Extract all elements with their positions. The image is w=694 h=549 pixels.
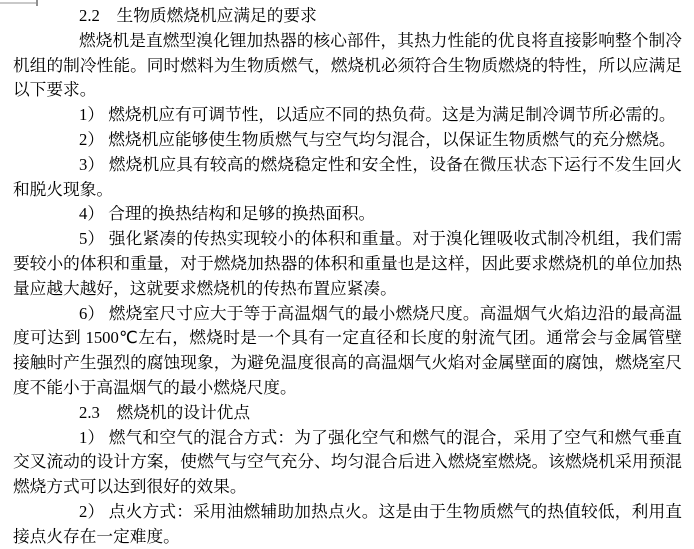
paragraph-intro: 燃烧机是直燃型溴化锂加热器的核心部件，其热力性能的优良将直接影响整个制冷机组的制冷性能。同时燃料为生物质燃气，燃烧机必须符合生物质燃烧的特性，所以应满足以下要求。 [13, 30, 682, 100]
section-heading-2-3: 2.3 燃烧机的设计优点 [79, 402, 251, 422]
list-item-4: 4） 合理的换热结构和足够的换热面积。 [79, 204, 376, 224]
document-body [13, 4, 682, 549]
list-item-1: 1） 燃烧机应有可调节性，以适应不同的热负荷。这是为满足制冷调节所必需的。 [79, 105, 676, 125]
design-point-2: 2） 点火方式：采用油燃辅助加热点火。这是由于生物质燃气的热值较低，利用直接点火存在一定难度。 [13, 501, 682, 546]
section-heading-2-2: 2.2 生物质燃烧机应满足的要求 [79, 6, 317, 25]
list-item-6: 6） 燃烧室尺寸应大于等于高温烟气的最小燃烧尺度。高温烟气火焰边沿的最高温度可达到 1500℃左右，燃烧时是一个具有一定直径和长度的射流气团。通常会与金属管壁接触时产生强烈的腐蚀现象，为避免温度很高的高温烟气火焰对金属壁面的腐蚀，燃烧室尺度不能小于高温烟气的最小燃烧尺度。 [13, 303, 682, 397]
design-point-1: 1） 燃气和空气的混合方式：为了强化空气和燃气的混合，采用了空气和燃气垂直交叉流动的设计方案，使燃气与空气充分、均匀混合后进入燃烧室燃烧。该燃烧机采用预混燃烧方式可以达到很好的效果。 [13, 427, 682, 497]
list-item-5: 5） 强化紧凑的传热实现较小的体积和重量。对于溴化锂吸收式制冷机组，我们需要较小的体积和重量，对于燃烧加热器的体积和重量也是这样，因此要求燃烧机的单位加热量应越大越好，这就要求燃烧机的传热布置应紧凑。 [13, 229, 682, 298]
list-item-2: 2） 燃烧机应能够使生物质燃气与空气均匀混合，以保证生物质燃气的充分燃烧。 [79, 129, 676, 149]
list-item-3: 3） 燃烧机应具有较高的燃烧稳定性和安全性，设备在微压状态下运行不发生回火和脱火现象。 [13, 154, 682, 199]
